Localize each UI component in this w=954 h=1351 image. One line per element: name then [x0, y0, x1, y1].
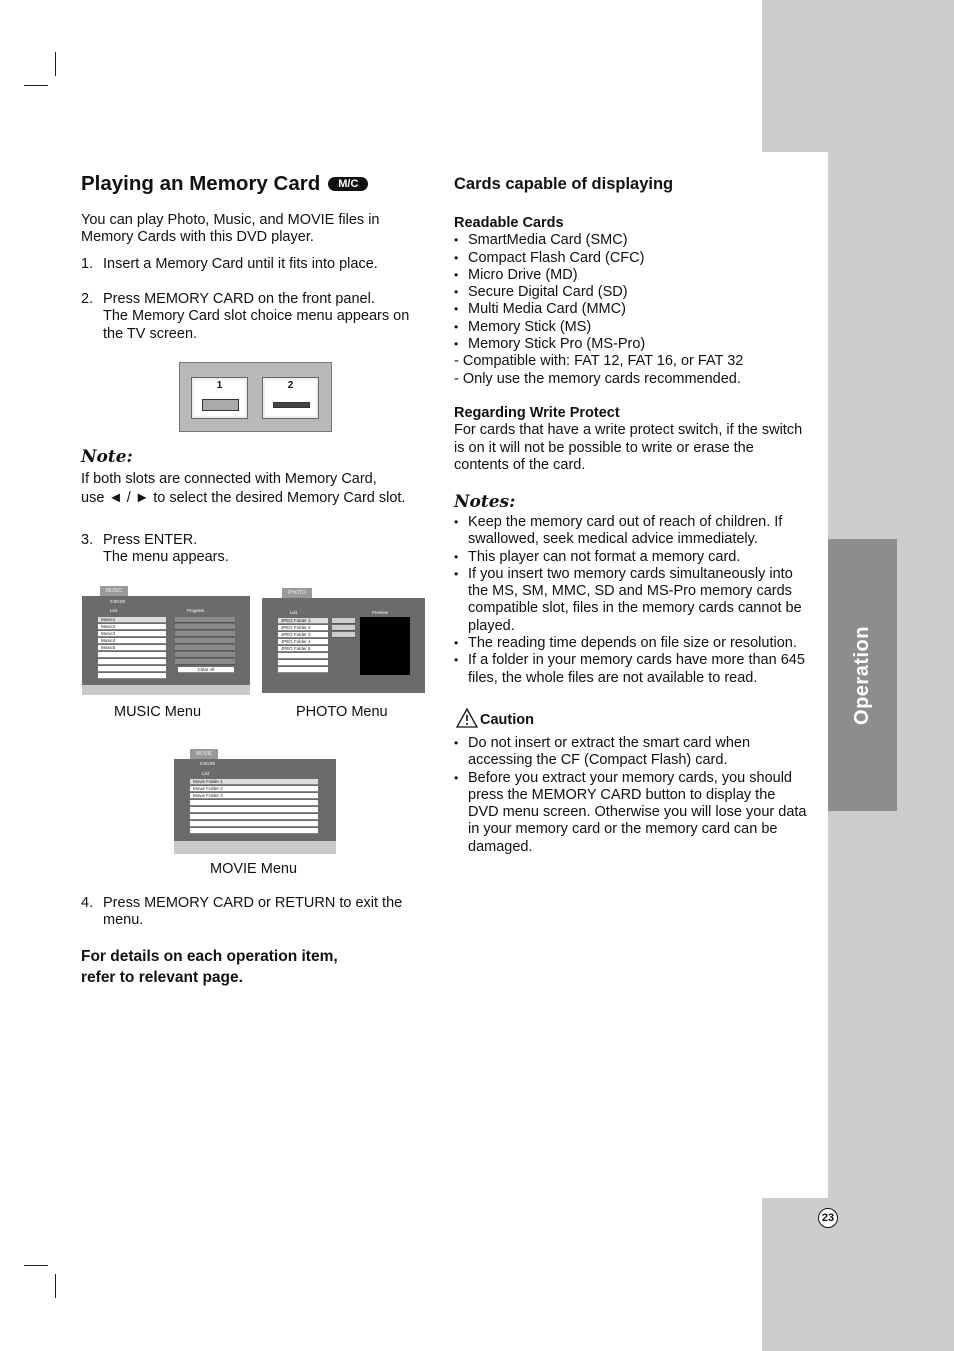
list-item: • Memory Stick (MS) [454, 319, 804, 336]
program-label: Program [187, 608, 205, 613]
program-row [175, 638, 235, 644]
control-button [332, 632, 355, 638]
screen-tag: PHOTO [282, 588, 312, 598]
readable-cards-block [454, 215, 804, 388]
caution-heading-row [456, 708, 534, 728]
list-item-empty [190, 821, 318, 827]
list-item: • Compact Flash Card (CFC) [454, 250, 804, 267]
list-item-empty [278, 667, 328, 673]
slot-2 [262, 377, 319, 419]
step-number: 3. [81, 532, 94, 548]
list-item: • If a folder in your memory cards have more than 645 files, the whole files are not available to read. [454, 652, 809, 687]
margin-band-bottom [762, 1198, 954, 1351]
step-3-line: The menu appears. [103, 549, 229, 566]
compat-text: - Compatible with: FAT 12, FAT 16, or FAT 32 [454, 353, 744, 370]
note-heading: Note: [81, 447, 133, 467]
caution-block [454, 735, 809, 856]
preview-label: Preview [372, 610, 389, 615]
list-item: • If you insert two memory cards simultaneously into the MS, SM, MMC, SD and MS-Pro memory cards compatible slot, files in the memory cards cannot be played. [454, 566, 809, 635]
list-item: Music2 [98, 624, 166, 630]
step-number: 2. [81, 291, 94, 307]
list-item: JPEG Folder 3 [278, 632, 328, 638]
step-2-text [103, 291, 418, 343]
margin-band-top [762, 0, 954, 152]
page-number: 23 [818, 1208, 838, 1228]
list-item: • This player can not format a memory card. [454, 549, 809, 566]
list-item: JPEG Folder 4 [278, 639, 328, 645]
list-item: Music5 [98, 645, 166, 651]
list-item: Movie Folder 3 [190, 793, 318, 799]
notes-block [454, 514, 809, 687]
program-row [175, 645, 235, 651]
step-2-line: The Memory Card slot choice menu appears on the TV screen. [103, 308, 410, 342]
list-item: JPEG Folder 5 [278, 646, 328, 652]
list-item: Music3 [98, 631, 166, 637]
write-protect-heading: Regarding Write Protect [454, 405, 620, 421]
crop-mark [24, 85, 48, 86]
clear-all-button: Clear All [178, 667, 234, 673]
list-item-empty [98, 666, 166, 672]
list-item-empty [98, 659, 166, 665]
notes-list [454, 514, 809, 687]
program-row [175, 624, 235, 630]
program-row [175, 617, 235, 623]
details-note [81, 946, 338, 988]
section-heading: Cards capable of displaying [454, 175, 674, 193]
program-row [175, 659, 235, 665]
control-button [332, 618, 355, 624]
list-item: • Memory Stick Pro (MS-Pro) [454, 336, 804, 353]
card-icon [273, 402, 310, 408]
movie-menu-screen [174, 751, 336, 854]
only-use-text: - Only use the memory cards recommended. [454, 370, 741, 387]
photo-menu-caption: PHOTO Menu [296, 704, 388, 720]
list-item-empty [278, 653, 328, 659]
movie-menu-caption: MOVIE Menu [210, 861, 298, 877]
slot-choice-menu [179, 362, 332, 432]
list-item-empty [190, 828, 318, 834]
step-number: 4. [81, 895, 94, 911]
notes-heading: Notes: [454, 492, 516, 512]
preview-pane [360, 617, 410, 675]
list-item: Music1 [98, 617, 166, 623]
list-item-empty [98, 652, 166, 658]
list-item: • Before you extract your memory cards, you should press the MEMORY CARD button to display the DVD menu screen. Otherwise you will lose your data in your memory card or the memory card can be damaged. [454, 770, 809, 856]
note-line: If both slots are connected with Memory Card, [81, 471, 377, 487]
list-item-empty [190, 807, 318, 813]
list-item: • Micro Drive (MD) [454, 267, 804, 284]
step-3-line: Press ENTER. [103, 532, 198, 548]
step-2-line: Press MEMORY CARD on the front panel. [103, 291, 375, 307]
list-label: List [202, 771, 210, 776]
intro-text: You can play Photo, Music, and MOVIE files in Memory Cards with this DVD player. [81, 212, 380, 246]
time-readout: 0:00:00 [200, 761, 216, 766]
details-line: For details on each operation item, [81, 948, 338, 965]
page-title: Playing an Memory Card M/C [81, 172, 368, 196]
media-badge: M/C [328, 177, 368, 191]
note-text [81, 470, 421, 508]
program-row [175, 652, 235, 658]
list-item: • Secure Digital Card (SD) [454, 284, 804, 301]
control-button [332, 625, 355, 631]
music-menu-screen [82, 588, 250, 695]
warning-icon [456, 708, 478, 728]
list-item: JPEG Folder 1 [278, 618, 328, 624]
slot-1 [191, 377, 248, 419]
list-label: List [290, 610, 298, 615]
readable-cards-heading: Readable Cards [454, 215, 564, 231]
crop-mark [55, 52, 56, 76]
card-list [454, 232, 804, 353]
screen-tag: MUSIC [100, 586, 128, 596]
list-item-empty [190, 800, 318, 806]
slot-number: 2 [287, 380, 294, 391]
note-line: use ◄ / ► to select the desired Memory Card slot. [81, 490, 406, 506]
step-number: 1. [81, 256, 94, 272]
list-item: • Keep the memory card out of reach of children. If swallowed, seek medical advice immediately. [454, 514, 809, 549]
write-protect-text: For cards that have a write protect switch, if the switch is on it will not be possible to write or erase the contents of the card. [454, 422, 803, 473]
slot-number: 1 [216, 380, 223, 391]
list-item: • Multi Media Card (MMC) [454, 301, 804, 318]
step-1-text: Insert a Memory Card until it fits into place. [103, 256, 378, 272]
caution-heading: Caution [480, 712, 534, 728]
screen-footer [174, 841, 336, 854]
list-label: List [110, 608, 118, 613]
screen-footer [82, 685, 250, 695]
list-item-empty [98, 673, 166, 679]
list-item: Movie Folder 1 [190, 779, 318, 785]
program-row [175, 631, 235, 637]
screen-tag: MOVIE [190, 749, 218, 759]
list-item-empty [190, 814, 318, 820]
section-tab-label: Operation [851, 625, 874, 725]
details-line: refer to relevant page. [81, 969, 243, 986]
crop-mark [24, 1265, 48, 1266]
list-item: • SmartMedia Card (SMC) [454, 232, 804, 249]
list-item: Movie Folder 2 [190, 786, 318, 792]
card-icon [202, 399, 239, 411]
time-readout: 0:00:00 [110, 599, 126, 604]
music-menu-caption: MUSIC Menu [114, 704, 202, 720]
step-3-text [103, 532, 403, 567]
list-item: Music4 [98, 638, 166, 644]
caution-list [454, 735, 809, 856]
list-item: JPEG Folder 2 [278, 625, 328, 631]
list-item: • The reading time depends on file size or resolution. [454, 635, 809, 652]
write-protect-block [454, 405, 809, 474]
photo-menu-screen [262, 590, 425, 693]
crop-mark [55, 1274, 56, 1298]
list-item-empty [278, 660, 328, 666]
step-4-text: Press MEMORY CARD or RETURN to exit the menu. [103, 895, 403, 929]
list-item: • Do not insert or extract the smart card when accessing the CF (Compact Flash) card. [454, 735, 809, 770]
